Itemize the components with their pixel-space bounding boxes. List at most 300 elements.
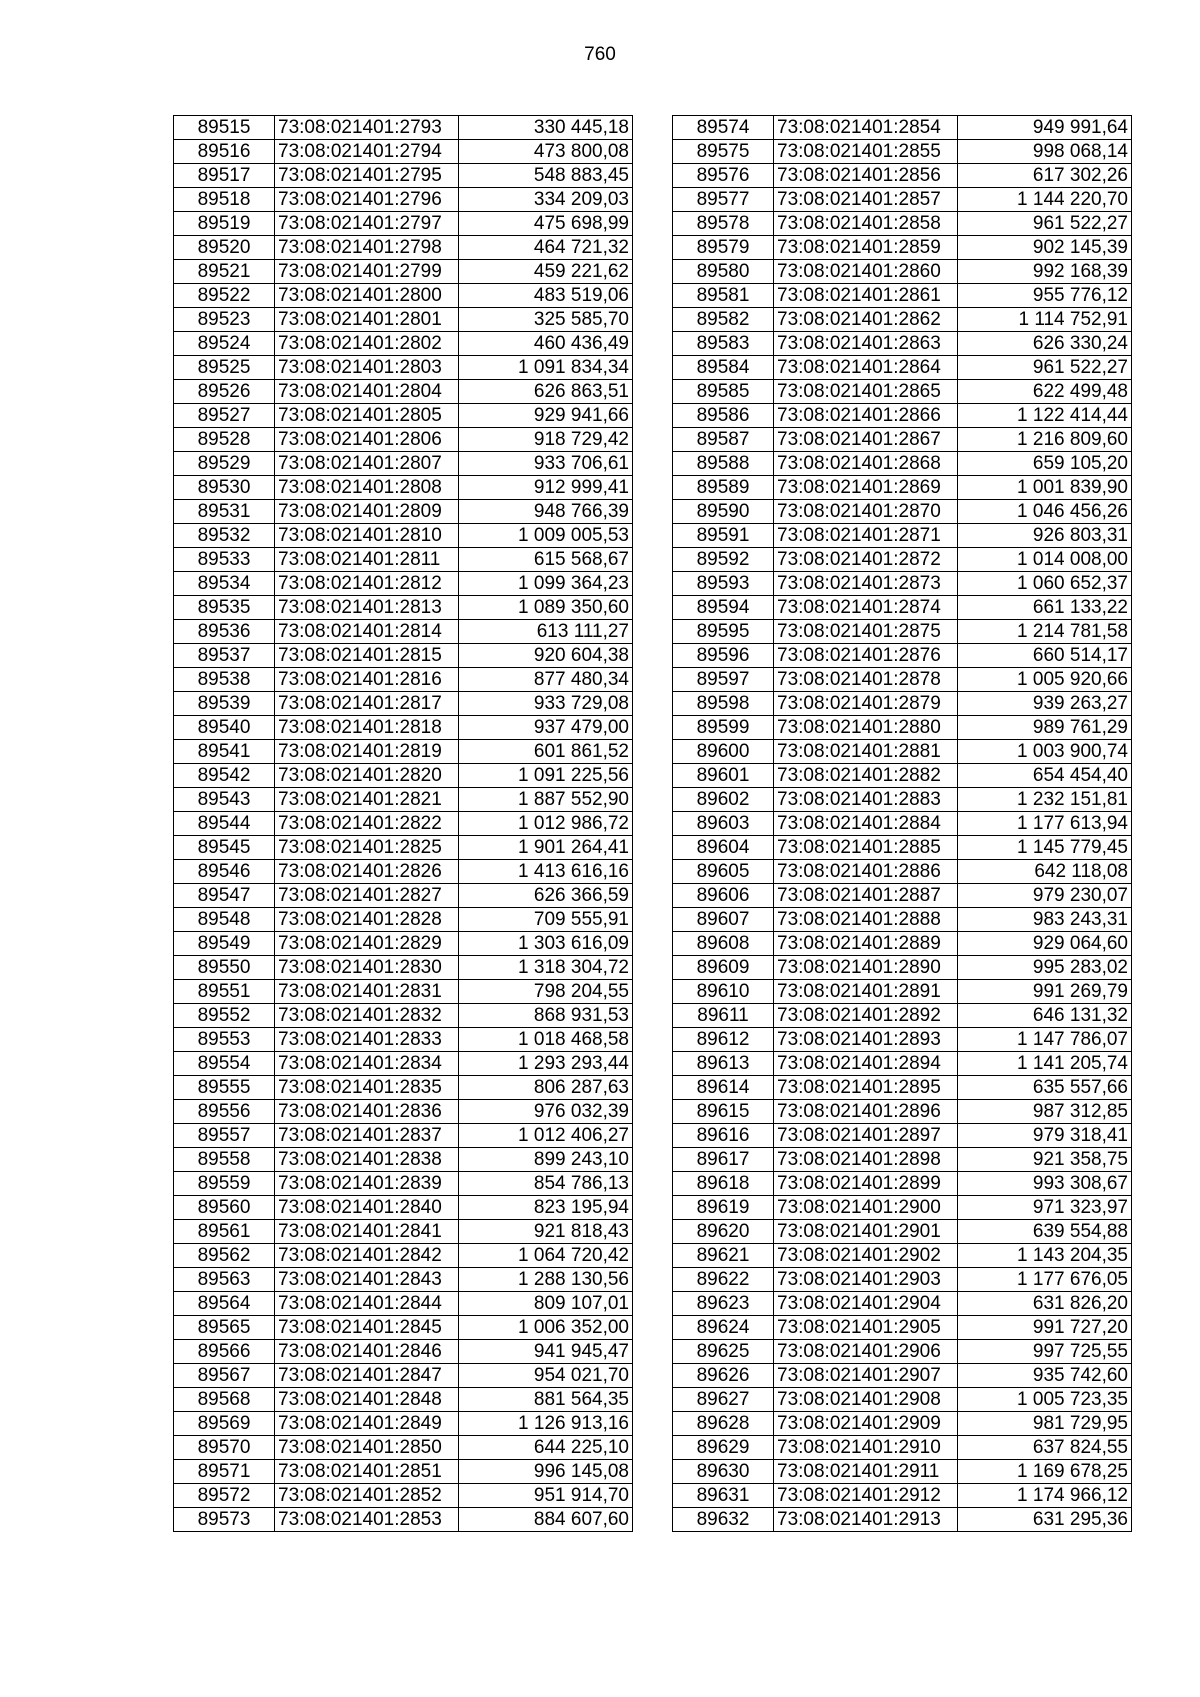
- cadastral-number-cell: 73:08:021401:2840: [275, 1196, 459, 1220]
- table-row: [174, 620, 633, 644]
- cadastral-number-cell: 73:08:021401:2907: [774, 1364, 958, 1388]
- table-row: [673, 1052, 1132, 1076]
- value-cell: 615 568,67: [459, 548, 633, 572]
- cadastral-number-cell: 73:08:021401:2886: [774, 860, 958, 884]
- row-number-cell: 89582: [673, 308, 774, 332]
- table-row: [174, 140, 633, 164]
- value-cell: 1 006 352,00: [459, 1316, 633, 1340]
- table-row: [673, 1028, 1132, 1052]
- row-number-cell: 89604: [673, 836, 774, 860]
- value-cell: 1 177 676,05: [958, 1268, 1132, 1292]
- table-row: [673, 1316, 1132, 1340]
- value-cell: 622 499,48: [958, 380, 1132, 404]
- value-cell: 961 522,27: [958, 356, 1132, 380]
- cadastral-number-cell: 73:08:021401:2867: [774, 428, 958, 452]
- value-cell: 1 318 304,72: [459, 956, 633, 980]
- row-number-cell: 89628: [673, 1412, 774, 1436]
- table-row: [673, 1100, 1132, 1124]
- row-number-cell: 89593: [673, 572, 774, 596]
- value-cell: 981 729,95: [958, 1412, 1132, 1436]
- table-row: [673, 428, 1132, 452]
- table-row: [174, 404, 633, 428]
- table-row: [174, 932, 633, 956]
- value-cell: 979 230,07: [958, 884, 1132, 908]
- value-cell: 941 945,47: [459, 1340, 633, 1364]
- value-cell: 902 145,39: [958, 236, 1132, 260]
- row-number-cell: 89520: [174, 236, 275, 260]
- table-row: [174, 260, 633, 284]
- value-cell: 806 287,63: [459, 1076, 633, 1100]
- row-number-cell: 89625: [673, 1340, 774, 1364]
- table-row: [174, 1292, 633, 1316]
- row-number-cell: 89552: [174, 1004, 275, 1028]
- value-cell: 921 358,75: [958, 1148, 1132, 1172]
- table-row: [673, 740, 1132, 764]
- row-number-cell: 89537: [174, 644, 275, 668]
- value-cell: 1 232 151,81: [958, 788, 1132, 812]
- cadastral-number-cell: 73:08:021401:2838: [275, 1148, 459, 1172]
- table-row: [174, 1076, 633, 1100]
- table-row: [174, 1508, 633, 1532]
- table-row: [673, 1148, 1132, 1172]
- cadastral-number-cell: 73:08:021401:2801: [275, 308, 459, 332]
- value-cell: 325 585,70: [459, 308, 633, 332]
- value-cell: 1 064 720,42: [459, 1244, 633, 1268]
- cadastral-number-cell: 73:08:021401:2810: [275, 524, 459, 548]
- row-number-cell: 89515: [174, 116, 275, 140]
- table-row: [673, 1436, 1132, 1460]
- cadastral-number-cell: 73:08:021401:2821: [275, 788, 459, 812]
- value-cell: 617 302,26: [958, 164, 1132, 188]
- table-row: [673, 1076, 1132, 1100]
- row-number-cell: 89594: [673, 596, 774, 620]
- table-row: [174, 236, 633, 260]
- row-number-cell: 89560: [174, 1196, 275, 1220]
- value-cell: 1 012 986,72: [459, 812, 633, 836]
- cadastral-number-cell: 73:08:021401:2852: [275, 1484, 459, 1508]
- value-cell: 929 941,66: [459, 404, 633, 428]
- value-cell: 991 269,79: [958, 980, 1132, 1004]
- row-number-cell: 89523: [174, 308, 275, 332]
- value-cell: 635 557,66: [958, 1076, 1132, 1100]
- value-cell: 1 216 809,60: [958, 428, 1132, 452]
- cadastral-number-cell: 73:08:021401:2847: [275, 1364, 459, 1388]
- row-number-cell: 89596: [673, 644, 774, 668]
- row-number-cell: 89614: [673, 1076, 774, 1100]
- value-cell: 626 366,59: [459, 884, 633, 908]
- row-number-cell: 89538: [174, 668, 275, 692]
- table-row: [673, 692, 1132, 716]
- cadastral-number-cell: 73:08:021401:2873: [774, 572, 958, 596]
- cadastral-number-cell: 73:08:021401:2846: [275, 1340, 459, 1364]
- value-cell: 868 931,53: [459, 1004, 633, 1028]
- value-cell: 989 761,29: [958, 716, 1132, 740]
- value-cell: 939 263,27: [958, 692, 1132, 716]
- row-number-cell: 89588: [673, 452, 774, 476]
- cadastral-number-cell: 73:08:021401:2820: [275, 764, 459, 788]
- row-number-cell: 89567: [174, 1364, 275, 1388]
- value-cell: 330 445,18: [459, 116, 633, 140]
- table-row: [673, 548, 1132, 572]
- cadastral-number-cell: 73:08:021401:2862: [774, 308, 958, 332]
- value-cell: 809 107,01: [459, 1292, 633, 1316]
- cadastral-number-cell: 73:08:021401:2831: [275, 980, 459, 1004]
- cadastral-number-cell: 73:08:021401:2861: [774, 284, 958, 308]
- table-row: [174, 836, 633, 860]
- table-row: [673, 836, 1132, 860]
- table-row: [673, 380, 1132, 404]
- value-cell: 937 479,00: [459, 716, 633, 740]
- row-number-cell: 89544: [174, 812, 275, 836]
- cadastral-number-cell: 73:08:021401:2814: [275, 620, 459, 644]
- cadastral-number-cell: 73:08:021401:2811: [275, 548, 459, 572]
- table-row: [174, 1124, 633, 1148]
- row-number-cell: 89566: [174, 1340, 275, 1364]
- value-cell: 881 564,35: [459, 1388, 633, 1412]
- value-cell: 637 824,55: [958, 1436, 1132, 1460]
- row-number-cell: 89577: [673, 188, 774, 212]
- value-cell: 1 091 834,34: [459, 356, 633, 380]
- table-row: [174, 644, 633, 668]
- row-number-cell: 89612: [673, 1028, 774, 1052]
- cadastral-number-cell: 73:08:021401:2803: [275, 356, 459, 380]
- value-cell: 1 141 205,74: [958, 1052, 1132, 1076]
- cadastral-number-cell: 73:08:021401:2818: [275, 716, 459, 740]
- table-row: [673, 596, 1132, 620]
- row-number-cell: 89592: [673, 548, 774, 572]
- table-row: [673, 1172, 1132, 1196]
- row-number-cell: 89600: [673, 740, 774, 764]
- table-row: [673, 860, 1132, 884]
- value-cell: 933 729,08: [459, 692, 633, 716]
- table-row: [673, 404, 1132, 428]
- row-number-cell: 89620: [673, 1220, 774, 1244]
- cadastral-number-cell: 73:08:021401:2887: [774, 884, 958, 908]
- row-number-cell: 89559: [174, 1172, 275, 1196]
- table-row: [174, 1388, 633, 1412]
- table-row: [174, 1316, 633, 1340]
- value-cell: 1 145 779,45: [958, 836, 1132, 860]
- cadastral-number-cell: 73:08:021401:2909: [774, 1412, 958, 1436]
- table-row: [174, 1100, 633, 1124]
- row-number-cell: 89629: [673, 1436, 774, 1460]
- value-cell: 912 999,41: [459, 476, 633, 500]
- table-row: [174, 1220, 633, 1244]
- table-row: [673, 812, 1132, 836]
- table-row: [174, 284, 633, 308]
- row-number-cell: 89630: [673, 1460, 774, 1484]
- value-cell: 1 114 752,91: [958, 308, 1132, 332]
- cadastral-number-cell: 73:08:021401:2844: [275, 1292, 459, 1316]
- cadastral-number-cell: 73:08:021401:2898: [774, 1148, 958, 1172]
- cadastral-number-cell: 73:08:021401:2865: [774, 380, 958, 404]
- cadastral-number-cell: 73:08:021401:2809: [275, 500, 459, 524]
- cadastral-number-cell: 73:08:021401:2869: [774, 476, 958, 500]
- cadastral-number-cell: 73:08:021401:2906: [774, 1340, 958, 1364]
- row-number-cell: 89607: [673, 908, 774, 932]
- table-row: [673, 260, 1132, 284]
- cadastral-number-cell: 73:08:021401:2903: [774, 1268, 958, 1292]
- cadastral-number-cell: 73:08:021401:2895: [774, 1076, 958, 1100]
- value-cell: 998 068,14: [958, 140, 1132, 164]
- row-number-cell: 89553: [174, 1028, 275, 1052]
- cadastral-number-cell: 73:08:021401:2849: [275, 1412, 459, 1436]
- cadastral-number-cell: 73:08:021401:2879: [774, 692, 958, 716]
- value-cell: 1 174 966,12: [958, 1484, 1132, 1508]
- table-row: [174, 764, 633, 788]
- cadastral-number-cell: 73:08:021401:2910: [774, 1436, 958, 1460]
- table-row: [673, 716, 1132, 740]
- cadastral-number-cell: 73:08:021401:2883: [774, 788, 958, 812]
- row-number-cell: 89609: [673, 956, 774, 980]
- cadastral-number-cell: 73:08:021401:2839: [275, 1172, 459, 1196]
- row-number-cell: 89581: [673, 284, 774, 308]
- row-number-cell: 89621: [673, 1244, 774, 1268]
- cadastral-number-cell: 73:08:021401:2888: [774, 908, 958, 932]
- table-row: [174, 716, 633, 740]
- value-cell: 929 064,60: [958, 932, 1132, 956]
- cadastral-number-cell: 73:08:021401:2853: [275, 1508, 459, 1532]
- table-row: [673, 884, 1132, 908]
- value-cell: 992 168,39: [958, 260, 1132, 284]
- row-number-cell: 89568: [174, 1388, 275, 1412]
- cadastral-number-cell: 73:08:021401:2902: [774, 1244, 958, 1268]
- row-number-cell: 89524: [174, 332, 275, 356]
- cadastral-number-cell: 73:08:021401:2866: [774, 404, 958, 428]
- table-row: [673, 1196, 1132, 1220]
- row-number-cell: 89565: [174, 1316, 275, 1340]
- row-number-cell: 89571: [174, 1460, 275, 1484]
- row-number-cell: 89529: [174, 452, 275, 476]
- value-cell: 991 727,20: [958, 1316, 1132, 1340]
- cadastral-number-cell: 73:08:021401:2860: [774, 260, 958, 284]
- row-number-cell: 89548: [174, 908, 275, 932]
- cadastral-number-cell: 73:08:021401:2842: [275, 1244, 459, 1268]
- row-number-cell: 89557: [174, 1124, 275, 1148]
- cadastral-number-cell: 73:08:021401:2795: [275, 164, 459, 188]
- row-number-cell: 89518: [174, 188, 275, 212]
- row-number-cell: 89522: [174, 284, 275, 308]
- row-number-cell: 89613: [673, 1052, 774, 1076]
- table-row: [673, 1004, 1132, 1028]
- table-row: [673, 668, 1132, 692]
- table-row: [174, 1028, 633, 1052]
- table-row: [673, 188, 1132, 212]
- table-row: [673, 1340, 1132, 1364]
- cadastral-number-cell: 73:08:021401:2871: [774, 524, 958, 548]
- row-number-cell: 89622: [673, 1268, 774, 1292]
- cadastral-number-cell: 73:08:021401:2900: [774, 1196, 958, 1220]
- row-number-cell: 89606: [673, 884, 774, 908]
- table-row: [174, 1340, 633, 1364]
- table-row: [174, 1148, 633, 1172]
- table-row: [673, 332, 1132, 356]
- table-row: [673, 1220, 1132, 1244]
- cadastral-number-cell: 73:08:021401:2798: [275, 236, 459, 260]
- table-row: [673, 620, 1132, 644]
- row-number-cell: 89554: [174, 1052, 275, 1076]
- cadastral-number-cell: 73:08:021401:2885: [774, 836, 958, 860]
- value-cell: 1 303 616,09: [459, 932, 633, 956]
- row-number-cell: 89601: [673, 764, 774, 788]
- value-cell: 661 133,22: [958, 596, 1132, 620]
- cadastral-number-cell: 73:08:021401:2815: [275, 644, 459, 668]
- table-row: [673, 932, 1132, 956]
- row-number-cell: 89572: [174, 1484, 275, 1508]
- value-cell: 877 480,34: [459, 668, 633, 692]
- value-cell: 987 312,85: [958, 1100, 1132, 1124]
- table-row: [673, 644, 1132, 668]
- cadastral-number-cell: 73:08:021401:2812: [275, 572, 459, 596]
- row-number-cell: 89610: [673, 980, 774, 1004]
- table-row: [673, 308, 1132, 332]
- value-cell: 955 776,12: [958, 284, 1132, 308]
- row-number-cell: 89527: [174, 404, 275, 428]
- cadastral-number-cell: 73:08:021401:2891: [774, 980, 958, 1004]
- row-number-cell: 89558: [174, 1148, 275, 1172]
- value-cell: 613 111,27: [459, 620, 633, 644]
- value-cell: 334 209,03: [459, 188, 633, 212]
- cadastral-number-cell: 73:08:021401:2908: [774, 1388, 958, 1412]
- row-number-cell: 89616: [673, 1124, 774, 1148]
- table-row: [174, 1244, 633, 1268]
- row-number-cell: 89535: [174, 596, 275, 620]
- table-row: [174, 1196, 633, 1220]
- value-cell: 1 177 613,94: [958, 812, 1132, 836]
- cadastral-number-cell: 73:08:021401:2841: [275, 1220, 459, 1244]
- row-number-cell: 89598: [673, 692, 774, 716]
- cadastral-number-cell: 73:08:021401:2797: [275, 212, 459, 236]
- value-cell: 660 514,17: [958, 644, 1132, 668]
- row-number-cell: 89541: [174, 740, 275, 764]
- table-row: [673, 1460, 1132, 1484]
- table-row: [673, 500, 1132, 524]
- cadastral-number-cell: 73:08:021401:2825: [275, 836, 459, 860]
- value-cell: 1 018 468,58: [459, 1028, 633, 1052]
- cadastral-number-cell: 73:08:021401:2911: [774, 1460, 958, 1484]
- value-cell: 1 144 220,70: [958, 188, 1132, 212]
- table-row: [174, 1412, 633, 1436]
- value-cell: 1 091 225,56: [459, 764, 633, 788]
- value-cell: 1 214 781,58: [958, 620, 1132, 644]
- value-cell: 1 413 616,16: [459, 860, 633, 884]
- cadastral-number-cell: 73:08:021401:2858: [774, 212, 958, 236]
- cadastral-number-cell: 73:08:021401:2880: [774, 716, 958, 740]
- table-row: [174, 548, 633, 572]
- table-row: [673, 1388, 1132, 1412]
- table-row: [673, 1364, 1132, 1388]
- row-number-cell: 89574: [673, 116, 774, 140]
- value-cell: 1 089 350,60: [459, 596, 633, 620]
- row-number-cell: 89562: [174, 1244, 275, 1268]
- row-number-cell: 89578: [673, 212, 774, 236]
- row-number-cell: 89549: [174, 932, 275, 956]
- table-row: [174, 476, 633, 500]
- table-row: [174, 500, 633, 524]
- row-number-cell: 89618: [673, 1172, 774, 1196]
- table-row: [174, 788, 633, 812]
- row-number-cell: 89526: [174, 380, 275, 404]
- row-number-cell: 89540: [174, 716, 275, 740]
- table-row: [673, 476, 1132, 500]
- table-row: [174, 428, 633, 452]
- cadastral-number-cell: 73:08:021401:2804: [275, 380, 459, 404]
- row-number-cell: 89589: [673, 476, 774, 500]
- page-number: 760: [584, 44, 616, 65]
- table-row: [673, 1508, 1132, 1532]
- value-cell: 1 122 414,44: [958, 404, 1132, 428]
- table-row: [673, 212, 1132, 236]
- row-number-cell: 89617: [673, 1148, 774, 1172]
- cadastral-number-cell: 73:08:021401:2833: [275, 1028, 459, 1052]
- value-cell: 961 522,27: [958, 212, 1132, 236]
- table-row: [673, 1412, 1132, 1436]
- row-number-cell: 89611: [673, 1004, 774, 1028]
- value-cell: 971 323,97: [958, 1196, 1132, 1220]
- value-cell: 1 009 005,53: [459, 524, 633, 548]
- table-row: [174, 980, 633, 1004]
- value-cell: 483 519,06: [459, 284, 633, 308]
- value-cell: 1 169 678,25: [958, 1460, 1132, 1484]
- table-row: [174, 884, 633, 908]
- value-cell: 976 032,39: [459, 1100, 633, 1124]
- cadastral-number-cell: 73:08:021401:2816: [275, 668, 459, 692]
- table-row: [673, 1268, 1132, 1292]
- table-row: [174, 1436, 633, 1460]
- table-row: [174, 524, 633, 548]
- value-cell: 659 105,20: [958, 452, 1132, 476]
- cadastral-number-cell: 73:08:021401:2829: [275, 932, 459, 956]
- table-row: [174, 1364, 633, 1388]
- table-row: [673, 572, 1132, 596]
- row-number-cell: 89525: [174, 356, 275, 380]
- cadastral-number-cell: 73:08:021401:2854: [774, 116, 958, 140]
- row-number-cell: 89585: [673, 380, 774, 404]
- row-number-cell: 89584: [673, 356, 774, 380]
- value-cell: 979 318,41: [958, 1124, 1132, 1148]
- cadastral-number-cell: 73:08:021401:2832: [275, 1004, 459, 1028]
- value-cell: 709 555,91: [459, 908, 633, 932]
- table-row: [673, 764, 1132, 788]
- cadastral-number-cell: 73:08:021401:2796: [275, 188, 459, 212]
- cadastral-number-cell: 73:08:021401:2793: [275, 116, 459, 140]
- table-row: [174, 380, 633, 404]
- cadastral-number-cell: 73:08:021401:2819: [275, 740, 459, 764]
- row-number-cell: 89564: [174, 1292, 275, 1316]
- cadastral-number-cell: 73:08:021401:2850: [275, 1436, 459, 1460]
- row-number-cell: 89516: [174, 140, 275, 164]
- row-number-cell: 89531: [174, 500, 275, 524]
- value-cell: 899 243,10: [459, 1148, 633, 1172]
- row-number-cell: 89556: [174, 1100, 275, 1124]
- cadastral-number-cell: 73:08:021401:2894: [774, 1052, 958, 1076]
- value-cell: 548 883,45: [459, 164, 633, 188]
- cadastral-number-cell: 73:08:021401:2878: [774, 668, 958, 692]
- value-cell: 854 786,13: [459, 1172, 633, 1196]
- cadastral-number-cell: 73:08:021401:2827: [275, 884, 459, 908]
- cadastral-number-cell: 73:08:021401:2800: [275, 284, 459, 308]
- cadastral-number-cell: 73:08:021401:2808: [275, 476, 459, 500]
- cadastral-number-cell: 73:08:021401:2897: [774, 1124, 958, 1148]
- row-number-cell: 89583: [673, 332, 774, 356]
- cadastral-number-cell: 73:08:021401:2834: [275, 1052, 459, 1076]
- cadastral-number-cell: 73:08:021401:2905: [774, 1316, 958, 1340]
- table-row: [174, 452, 633, 476]
- row-number-cell: 89591: [673, 524, 774, 548]
- cadastral-number-cell: 73:08:021401:2890: [774, 956, 958, 980]
- value-cell: 1 147 786,07: [958, 1028, 1132, 1052]
- value-cell: 993 308,67: [958, 1172, 1132, 1196]
